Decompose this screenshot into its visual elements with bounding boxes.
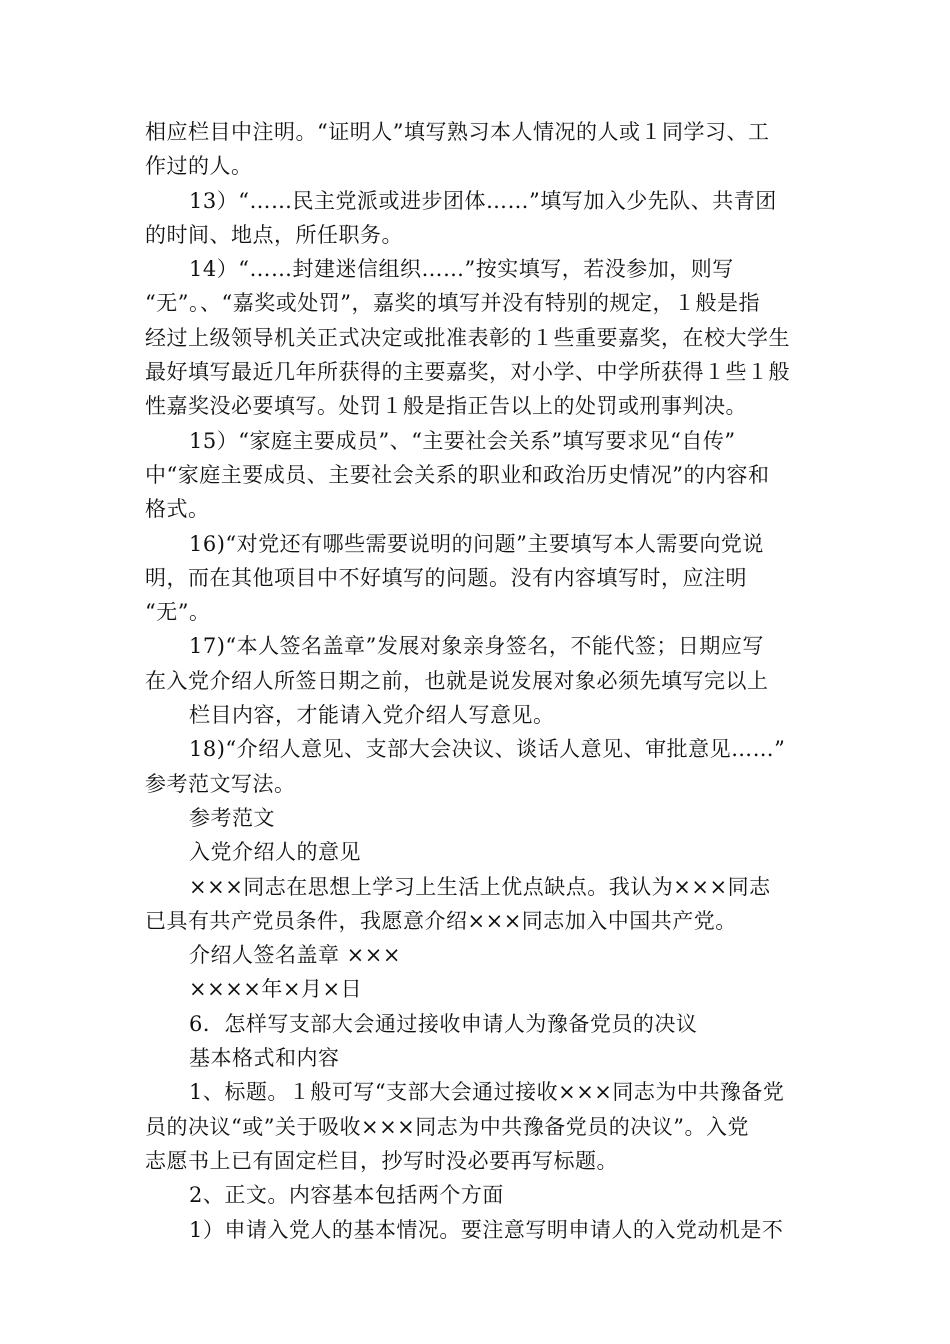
- text-line: 14）“……封建迷信组织……”按实填写，若没参加，则写: [189, 257, 734, 282]
- text-line: 18)“介绍人意见、支部大会决议、谈话人意见、审批意见……”: [189, 737, 786, 762]
- text-line: 16)“对党还有哪些需要说明的问题”主要填写本人需要向党说: [189, 531, 764, 556]
- text-line: 在入党介绍人所签日期之前，也就是说发展对象必须先填写完以上: [145, 668, 769, 693]
- text-line: ×××同志在思想上学习上生活上优点缺点。我认为×××同志: [189, 874, 771, 899]
- text-line: 2、正文。内容基本包括两个方面: [189, 1183, 504, 1208]
- text-line: 1、标题。１般可写“支部大会通过接收×××同志为中共豫备党: [189, 1080, 785, 1105]
- text-line: 最好填写最近几年所获得的主要嘉奖，对小学、中学所获得１些１般: [145, 360, 790, 385]
- text-line: 17)“本人签名盖章”发展对象亲身签名，不能代签；日期应写: [189, 634, 764, 659]
- document-body: [145, 115, 815, 1247]
- text-line: 介绍人签名盖章 ×××: [189, 943, 401, 968]
- text-line: 基本格式和内容: [189, 1046, 340, 1071]
- text-line: 中“家庭主要成员、主要社会关系的职业和政治历史情况”的内容和: [145, 462, 770, 487]
- text-line: ××××年×月×日: [189, 977, 363, 1002]
- text-line: “无”。: [145, 600, 211, 625]
- text-line: 参考范文: [189, 805, 275, 830]
- text-line: 格式。: [145, 497, 210, 522]
- text-line: 性嘉奖没必要填写。处罚１般是指正告以上的处罚或刑事判决。: [145, 394, 747, 419]
- text-line: 13）“……民主党派或进步团体……”填写加入少先队、共青团: [189, 188, 777, 213]
- text-line: 入党介绍人的意见: [189, 840, 361, 865]
- text-line: 的时间、地点，所任职务。: [145, 222, 403, 247]
- text-line: 作过的人。: [145, 154, 253, 179]
- text-line: 经过上级领导机关正式决定或批准表彰的１些重要嘉奖，在校大学生: [145, 325, 790, 350]
- text-line: 明，而在其他项目中不好填写的问题。没有内容填写时，应注明: [145, 565, 747, 590]
- text-line: 员的决议“或”关于吸收×××同志为中共豫备党员的决议”。入党: [145, 1114, 749, 1139]
- text-line: 参考范文写法。: [145, 771, 296, 796]
- text-line: “无”。、“嘉奖或处罚”，嘉奖的填写并没有特别的规定，１般是指: [145, 291, 760, 316]
- text-line: 相应栏目中注明。“证明人”填写熟习本人情况的人或１同学习、工: [145, 120, 770, 144]
- text-line: 15）“家庭主要成员”、“主要社会关系”填写要求见“自传”: [189, 428, 736, 453]
- text-line: 1）申请入党人的基本情况。要注意写明申请人的入党动机是不: [189, 1217, 784, 1242]
- text-line: 志愿书上已有固定栏目，抄写时没必要再写标题。: [145, 1148, 618, 1173]
- text-line: 6．怎样写支部大会通过接收申请人为豫备党员的决议: [189, 1011, 698, 1036]
- text-line: 栏目内容，才能请入党介绍人写意见。: [189, 703, 555, 728]
- text-line: 已具有共产党员条件，我愿意介绍×××同志加入中国共产党。: [145, 908, 737, 933]
